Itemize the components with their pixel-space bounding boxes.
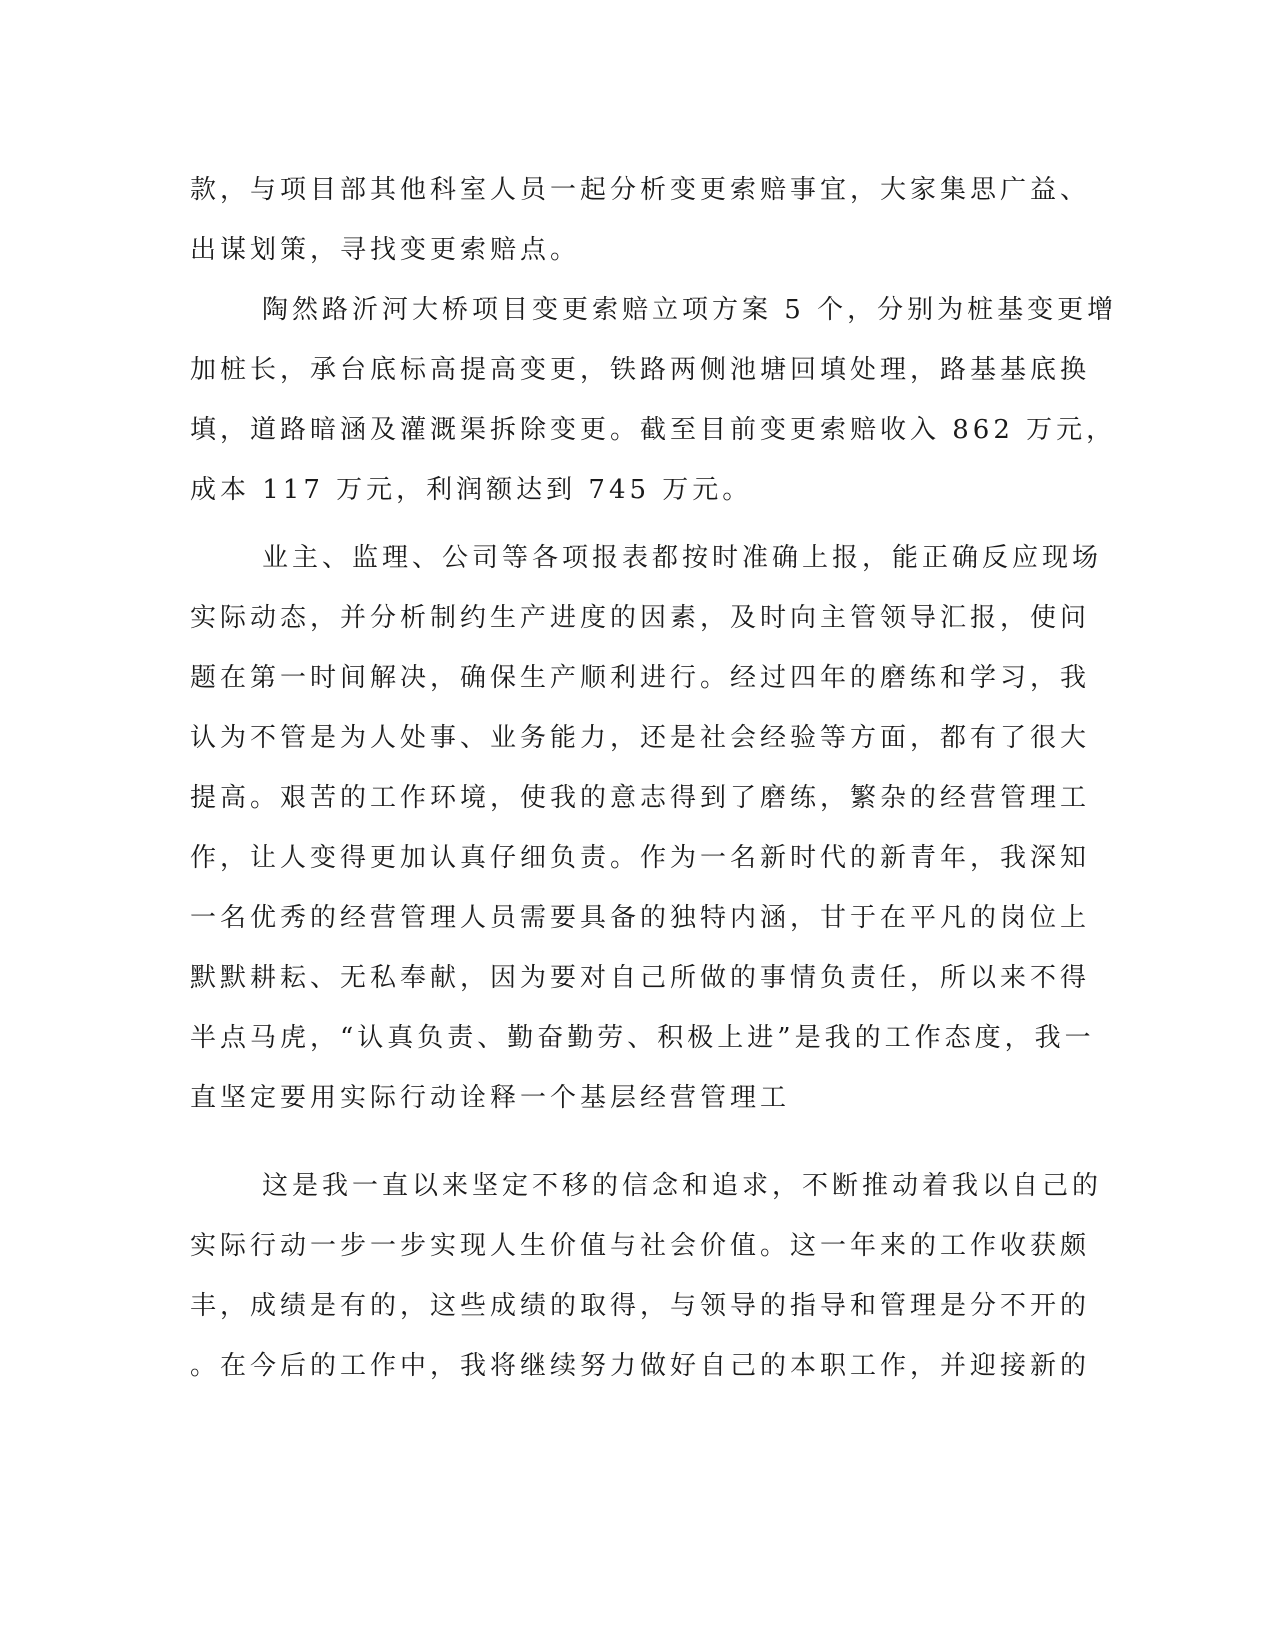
paragraph-line: 实际行动一步一步实现人生价值与社会价值。这一年来的工作收获颇 <box>190 1231 1091 1261</box>
paragraph-line: 业主、监理、公司等各项报表都按时准确上报，能正确反应现场 <box>262 543 1103 573</box>
paragraph-line: 实际动态，并分析制约生产进度的因素，及时向主管领导汇报，使问 <box>190 603 1091 633</box>
paragraph-line: 半点马虎，“认真负责、勤奋勤劳、积极上进”是我的工作态度，我一 <box>190 1023 1095 1053</box>
paragraph-1 <box>190 160 1090 280</box>
paragraph-3 <box>190 528 1103 1128</box>
paragraph-line: 成本 117 万元，利润额达到 745 万元。 <box>190 475 753 505</box>
paragraph-line: 认为不管是为人处事、业务能力，还是社会经验等方面，都有了很大 <box>190 723 1091 753</box>
paragraph-line: 陶然路沂河大桥项目变更索赔立项方案 5 个，分别为桩基变更增 <box>262 295 1118 325</box>
paragraph-2 <box>190 280 1118 520</box>
paragraph-line: 直坚定要用实际行动诠释一个基层经营管理工 <box>190 1083 791 1113</box>
paragraph-line: 出谋划策，寻找变更索赔点。 <box>190 235 581 265</box>
paragraph-line: 加桩长，承台底标高提高变更，铁路两侧池塘回填处理，路基基底换 <box>190 355 1091 385</box>
paragraph-line: 填，道路暗涵及灌溉渠拆除变更。截至目前变更索赔收入 862 万元， <box>190 415 1117 445</box>
paragraph-line: 提高。艰苦的工作环境，使我的意志得到了磨练，繁杂的经营管理工 <box>190 783 1091 813</box>
paragraph-line: 一名优秀的经营管理人员需要具备的独特内涵，甘于在平凡的岗位上 <box>190 903 1091 933</box>
paragraph-line: 款，与项目部其他科室人员一起分析变更索赔事宜，大家集思广益、 <box>190 175 1091 205</box>
paragraph-line: 默默耕耘、无私奉献，因为要对自己所做的事情负责任，所以来不得 <box>190 963 1091 993</box>
paragraph-line: 丰，成绩是有的，这些成绩的取得，与领导的指导和管理是分不开的 <box>190 1291 1091 1321</box>
paragraph-line: 这是我一直以来坚定不移的信念和追求，不断推动着我以自己的 <box>262 1171 1103 1201</box>
paragraph-line: 作，让人变得更加认真仔细负责。作为一名新时代的新青年，我深知 <box>190 843 1091 873</box>
paragraph-line: 题在第一时间解决，确保生产顺利进行。经过四年的磨练和学习，我 <box>190 663 1091 693</box>
paragraph-line: 。在今后的工作中，我将继续努力做好自己的本职工作，并迎接新的 <box>190 1351 1091 1381</box>
paragraph-4 <box>190 1156 1103 1396</box>
